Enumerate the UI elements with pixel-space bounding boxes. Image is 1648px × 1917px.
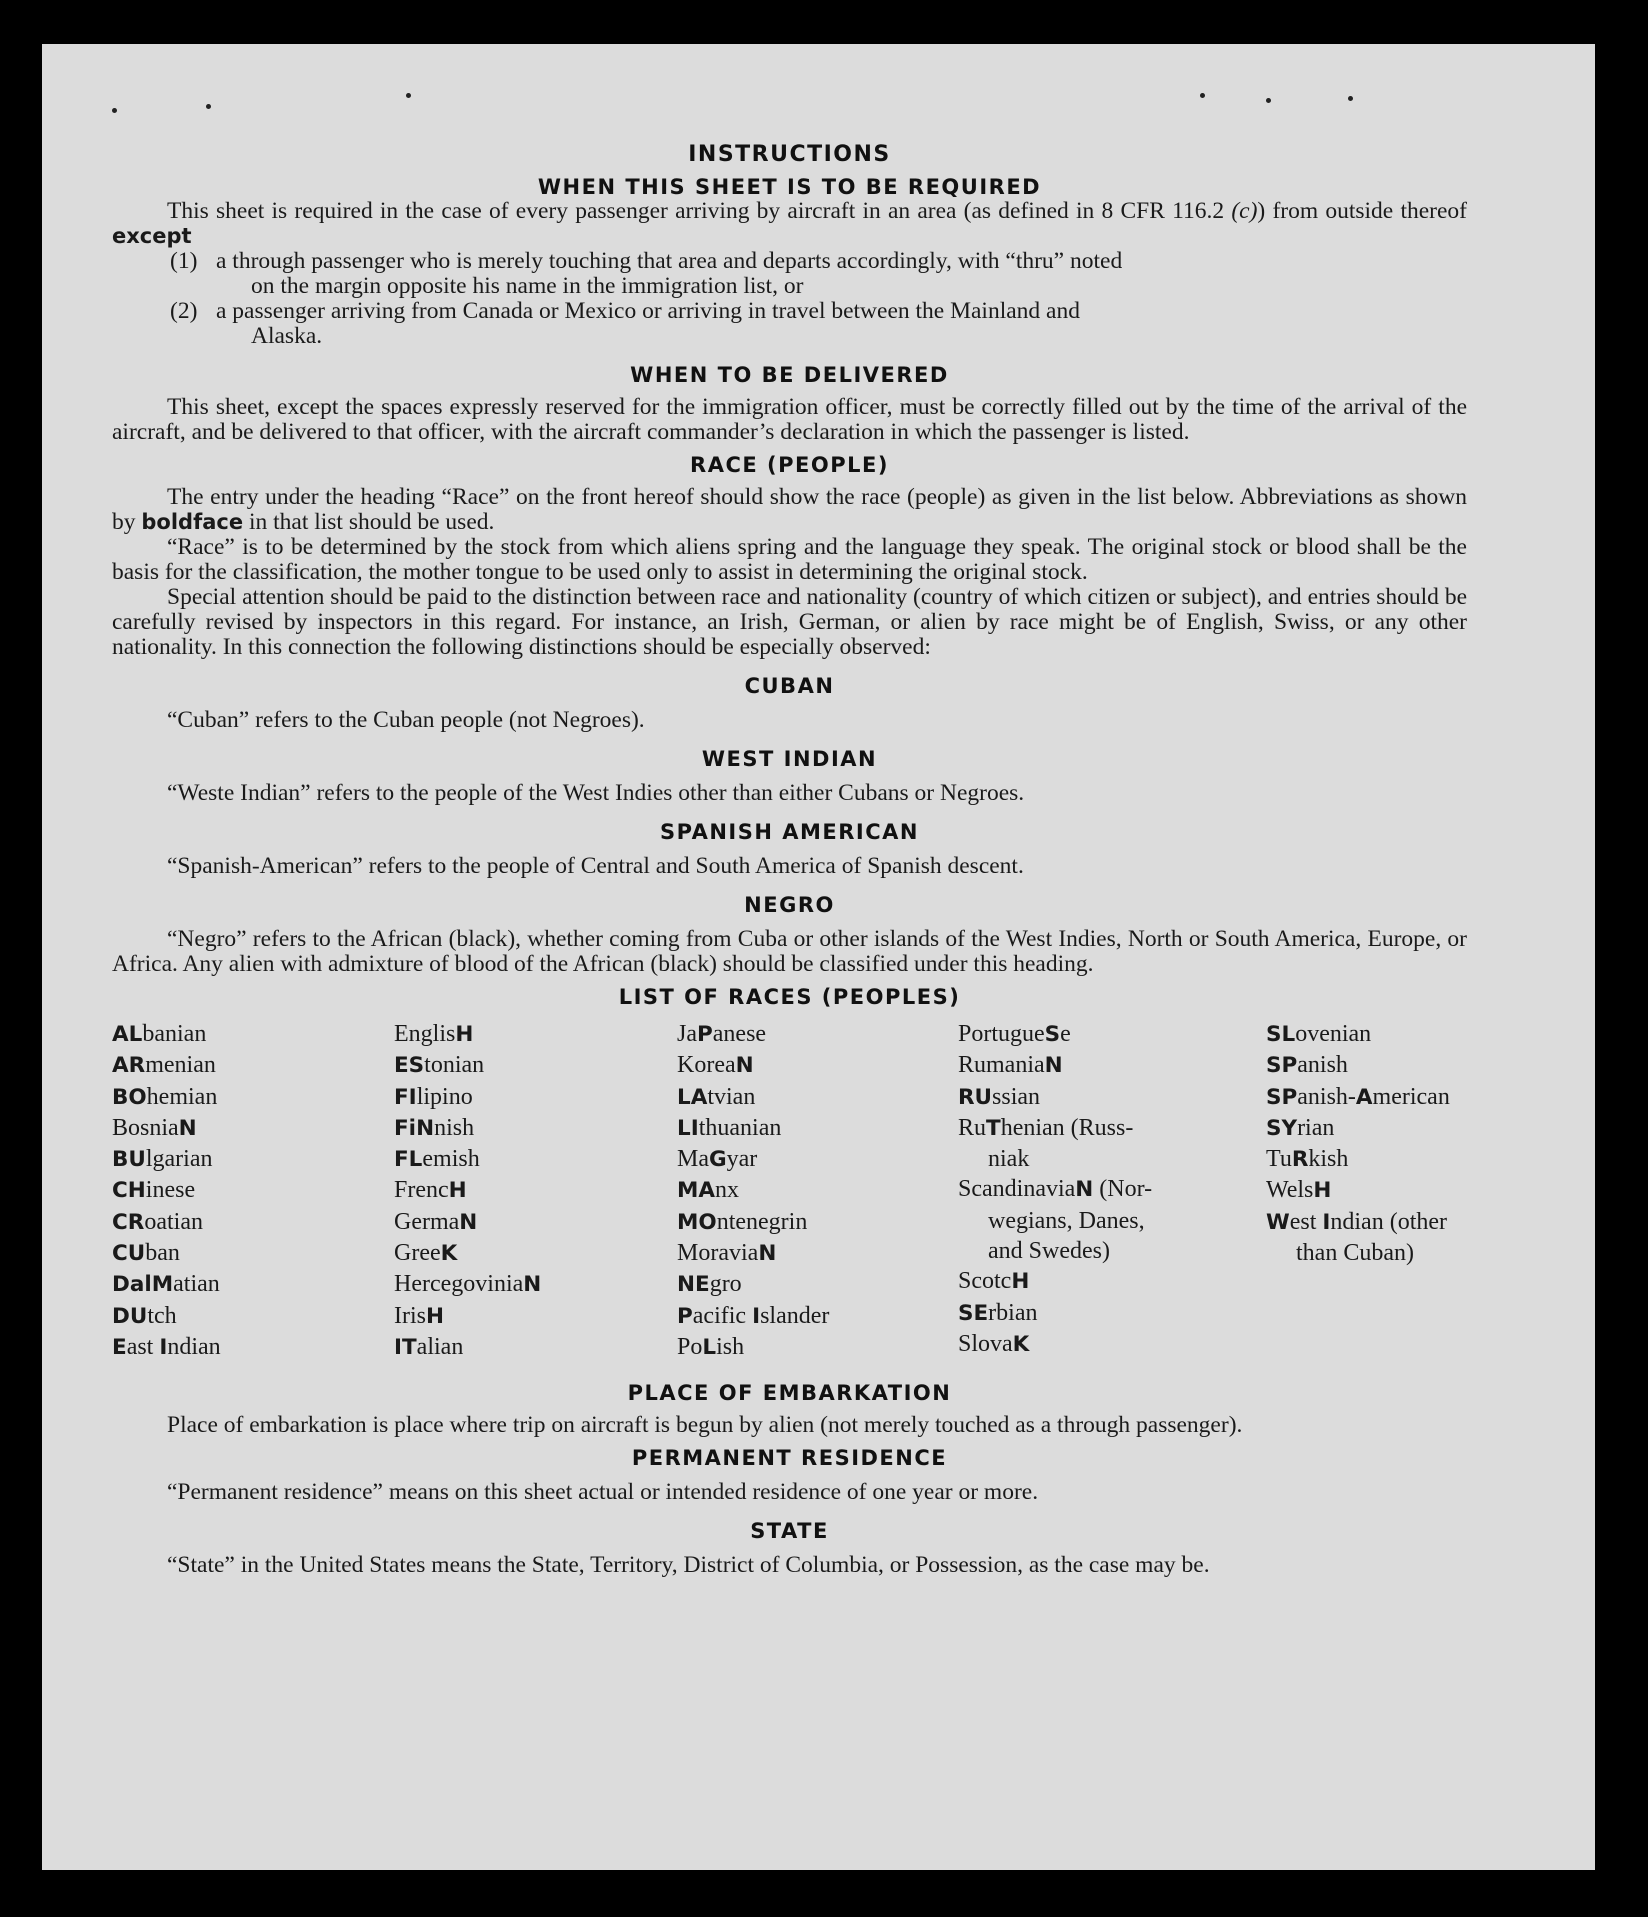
race-entry: East Indian [112, 1333, 221, 1360]
race-column [1266, 1019, 1506, 1363]
section-heading-when-delivered: WHEN TO BE DELIVERED [630, 363, 949, 387]
ink-speck [406, 93, 411, 98]
section-heading-cuban: CUBAN [744, 674, 835, 698]
item-number: (1) [170, 248, 198, 274]
race-column [958, 1019, 1266, 1363]
race-entry: ARmenian [112, 1052, 216, 1079]
race-entry: BOhemian [112, 1083, 218, 1110]
cuban-text: “Cuban” refers to the Cuban people (not Negroes). [167, 707, 645, 733]
section-heading-list-of-races: LIST OF RACES (PEOPLES) [618, 985, 961, 1009]
race-entry: DUtch [112, 1302, 177, 1329]
race-column [112, 1019, 394, 1363]
race-entry: SlovaK [958, 1330, 1030, 1357]
race-entry: GreeK [394, 1240, 458, 1267]
race-entry: GermaN [394, 1208, 478, 1235]
ink-speck [1348, 96, 1353, 101]
section-heading-embarkation: PLACE OF EMBARKATION [627, 1381, 952, 1406]
race-entry: MaGyar [677, 1146, 758, 1173]
race-entry: IrisH [394, 1302, 444, 1329]
race-entry: MOntenegrin [677, 1208, 808, 1235]
race-entry: RUssian [958, 1083, 1041, 1110]
residence-text: “Permanent residence” means on this sheet actual or intended residence of one year or more. [167, 1479, 1039, 1506]
race-paragraph-2: “Race” is to be determined by the stock from which aliens spring and the language they speak. The original stock or blood shall be the basis for the classification, the mother tongue to be used only to assist in determining the original stock. [112, 534, 1467, 585]
race-entry: wegians, Danes, [988, 1207, 1145, 1234]
race-entry: PoLish [677, 1333, 745, 1360]
race-entry: FiNnish [394, 1114, 475, 1141]
section-heading-west-indian: WEST INDIAN [701, 747, 878, 771]
race-entry: RumaniaN [958, 1052, 1063, 1079]
instructions-title: INSTRUCTIONS [688, 142, 891, 167]
race-list [112, 1019, 1467, 1363]
ink-speck [112, 108, 117, 113]
race-entry: SPanish-American [1266, 1083, 1450, 1110]
section-heading-negro: NEGRO [744, 893, 835, 917]
race-paragraph-3: Special attention should be paid to the distinction between race and nationality (country of which citizen or subject), and entries should be carefully revised by inspectors in this regard. For instance, an Irish, German, or alien by race might be of English, Swiss, or any other nationality. In this connection the following distinctions should be especially observed: [112, 584, 1467, 660]
race-entry: ScandinaviaN (Nor- [958, 1176, 1153, 1203]
section-heading-when-required: WHEN THIS SHEET IS TO BE REQUIRED [537, 175, 1042, 199]
item-text: a passenger arriving from Canada or Mexico or arriving in travel between the Mainland and Alaska. [216, 298, 1080, 349]
race-entry: KoreaN [677, 1052, 754, 1079]
spanish-american-text: “Spanish-American” refers to the people of Central and South America of Spanish descent. [167, 853, 1024, 879]
section-heading-permanent-residence: PERMANENT RESIDENCE [631, 1446, 948, 1471]
state-text: “State” in the United States means the State, Territory, District of Columbia, or Possession, as the case may be. [167, 1552, 1210, 1579]
race-entry: ALbanian [112, 1021, 207, 1047]
race-entry: EStonian [394, 1052, 485, 1079]
race-entry: FrencH [394, 1177, 467, 1204]
race-entry: CUban [112, 1240, 180, 1267]
race-paragraph-1: The entry under the heading “Race” on the front hereof should show the race (people) as given in the list below. Abbreviations as shown by boldface in that list should be used. [112, 484, 1467, 535]
race-entry: TuRkish [1266, 1146, 1349, 1173]
west-indian-text: “Weste Indian” refers to the people of the West Indies other than either Cubans or Negroes. [167, 780, 1025, 806]
document-sheet [42, 44, 1595, 1870]
exception-item [170, 249, 1467, 299]
race-entry: FLemish [394, 1146, 480, 1173]
race-entry: SYrian [1266, 1114, 1335, 1141]
race-entry: FIlipino [394, 1083, 473, 1110]
race-entry: EnglisH [394, 1021, 474, 1047]
race-entry: CRoatian [112, 1208, 203, 1235]
race-entry: LAtvian [677, 1083, 756, 1110]
race-entry: WelsH [1266, 1177, 1332, 1204]
section-heading-state: STATE [750, 1519, 829, 1544]
race-entry: SPanish [1266, 1052, 1348, 1079]
ink-speck [1266, 98, 1271, 103]
race-entry: Pacific Islander [677, 1302, 830, 1329]
race-entry: West Indian (other [1266, 1208, 1448, 1235]
ink-speck [206, 104, 211, 109]
race-entry: BosniaN [112, 1114, 197, 1141]
race-entry: JaPanese [677, 1021, 767, 1047]
race-entry: SErbian [958, 1299, 1038, 1326]
exception-list [170, 249, 1467, 349]
ink-speck [1200, 93, 1205, 98]
when-delivered-text: This sheet, except the spaces expressly reserved for the immigration officer, must be correctly filled out by the time of the arrival of the aircraft, and be delivered to that officer, with the aircraft commander’s declaration in which the passenger is listed. [112, 394, 1467, 445]
item-number: (2) [170, 298, 198, 324]
embarkation-text: Place of embarkation is place where trip on aircraft is begun by alien (not merely touched as a through passenger). [167, 1412, 1243, 1439]
race-entry: LIthuanian [677, 1114, 782, 1141]
exception-item [170, 299, 1467, 349]
race-entry: NEgro [677, 1271, 742, 1298]
when-required-intro: This sheet is required in the case of every passenger arriving by aircraft in an area (as defined in 8 CFR 116.2 (c)) from outside thereof except [112, 198, 1467, 248]
race-entry: MoraviaN [677, 1240, 777, 1267]
item-text: a through passenger who is merely touching that area and departs accordingly, with “thru” noted on the margin opposite his name in the immigration list, or [216, 248, 1123, 299]
negro-text: “Negro” refers to the African (black), whether coming from Cuba or other islands of the West Indies, North or South America, Europe, or Africa. Any alien with admixture of blood of the African (black) should be classified under this heading. [112, 926, 1467, 977]
section-heading-spanish-american: SPANISH AMERICAN [660, 820, 919, 844]
race-entry: MAnx [677, 1177, 740, 1204]
race-entry: SLovenian [1266, 1021, 1372, 1047]
race-entry: CHinese [112, 1177, 196, 1204]
race-entry: DalMatian [112, 1271, 220, 1298]
race-entry: than Cuban) [1296, 1240, 1414, 1267]
race-entry: BUlgarian [112, 1146, 213, 1173]
race-column [394, 1019, 677, 1363]
race-entry: ITalian [394, 1333, 464, 1360]
race-entry: niak [988, 1146, 1030, 1173]
section-heading-race: RACE (PEOPLE) [690, 453, 889, 477]
race-entry: PortugueSe [958, 1021, 1071, 1047]
race-entry: RuThenian (Russ- [958, 1114, 1134, 1141]
race-entry: and Swedes) [988, 1238, 1110, 1265]
race-entry: ScotcH [958, 1268, 1030, 1295]
race-entry: HercegoviniaN [394, 1271, 542, 1298]
race-column [677, 1019, 958, 1363]
